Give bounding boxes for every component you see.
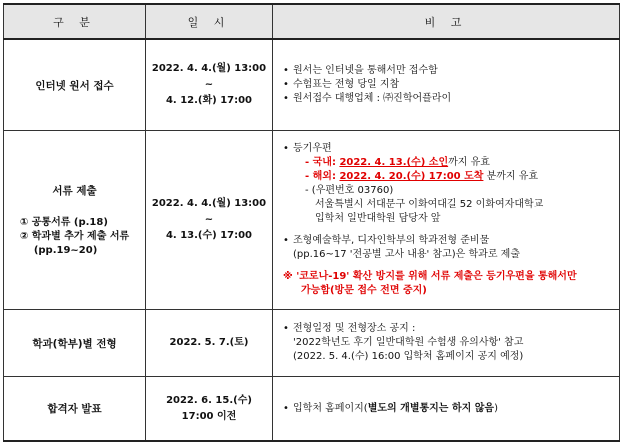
header-category: 구 분 [4, 4, 146, 39]
header-date: 일 시 [146, 4, 273, 39]
list-item: • 입학처 홈페이지(별도의 개별통지는 하지 않음) [283, 402, 498, 414]
category-label: 인터넷 원서 접수 [35, 79, 114, 92]
table-row [4, 131, 620, 310]
list-item: • 등기우편 [283, 143, 332, 154]
date-end: 4. 12.(화) 17:00 [165, 95, 253, 106]
date-tilde: ~ [204, 214, 214, 225]
category-label: 학과(학부)별 전형 [32, 337, 117, 350]
category-subitems [20, 216, 129, 258]
date-cell [146, 377, 273, 442]
list-item: • 원서접수 대행업체 : ㈜진학어플라이 [283, 93, 452, 104]
category-cell [4, 310, 146, 377]
notice-schedule: (2022. 5. 4.(수) 16:00 입학처 홈페이지 공지 예정) [293, 351, 524, 362]
notice-reference: '2022학년도 후기 일반대학원 수험생 유의사항' 참고 [293, 337, 524, 348]
domestic-deadline: - 국내: 2022. 4. 13.(수) 소인까지 유효 [305, 157, 490, 168]
date-start: 2022. 4. 4.(월) 13:00 [151, 198, 267, 209]
table-row [4, 377, 620, 442]
remarks-cell [273, 131, 620, 310]
date-cell [146, 310, 273, 377]
subitem-dept-pages: (pp.19~20) [33, 244, 98, 256]
covid-warning: ※ '코로나-19' 확산 방지를 위해 서류 제출은 등기우편을 통해서만 가능함(방문 접수 전면 중지) [283, 271, 577, 296]
date-end: 17:00 이전 [181, 410, 237, 422]
subitem-common-docs: ① 공통서류 (p.18) [19, 216, 108, 228]
postcode: - (우편번호 03760) [305, 185, 394, 196]
category-label: 서류 제출 [52, 184, 97, 197]
list-item: • 수험표는 전형 당일 지참 [283, 79, 400, 90]
table-row [4, 310, 620, 377]
category-cell [4, 39, 146, 131]
schedule-table-wrapper [3, 3, 619, 422]
date-start: 2022. 4. 4.(월) 13:00 [151, 63, 267, 74]
date-tilde: ~ [204, 79, 214, 90]
date-start: 2022. 5. 7.(토) [169, 337, 249, 348]
remarks-cell [273, 377, 620, 442]
subitem-dept-docs: ② 학과별 추가 제출 서류 [19, 230, 130, 242]
list-item: • 조형예술학부, 디자인학부의 학과전형 준비물 [283, 235, 490, 246]
address: 서울특별시 서대문구 이화여대길 52 이화여자대학교 [315, 199, 544, 210]
table-row [4, 39, 620, 131]
list-item: • 전형일정 및 전형장소 공지 : [283, 323, 416, 334]
office: 입학처 일반대학원 담당자 앞 [315, 213, 441, 224]
list-item: • 원서는 인터넷을 통해서만 접수함 [283, 65, 438, 76]
remarks-cell [273, 310, 620, 377]
schedule-table [3, 3, 620, 442]
remarks-cell [273, 39, 620, 131]
category-label: 합격자 발표 [47, 403, 102, 415]
table-header-row [4, 4, 620, 39]
overseas-deadline: - 해외: 2022. 4. 20.(수) 17:00 도착 분까지 유효 [305, 171, 539, 182]
date-cell [146, 131, 273, 310]
date-cell [146, 39, 273, 131]
date-end: 4. 13.(수) 17:00 [165, 230, 253, 241]
art-note-detail: (pp.16~17 '전공별 고사 내용' 참고)은 학과로 제출 [293, 249, 520, 260]
category-cell [4, 377, 146, 442]
header-remarks: 비 고 [273, 4, 620, 39]
category-cell [4, 131, 146, 310]
date-start: 2022. 6. 15.(수) [166, 394, 252, 406]
